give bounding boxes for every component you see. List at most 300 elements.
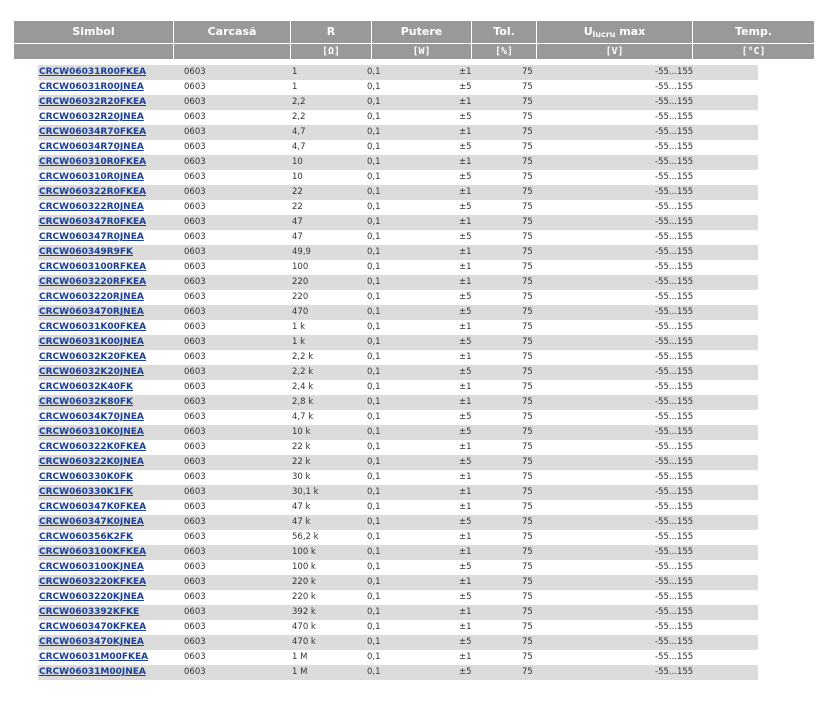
cell-resistance: 47 — [292, 217, 303, 227]
cell-resistance: 1 k — [292, 322, 306, 332]
cell-putere: 0,1 — [367, 442, 381, 452]
cell-carcasa: 0603 — [184, 202, 206, 212]
table-row — [38, 350, 758, 365]
cell-resistance: 1 M — [292, 652, 308, 662]
cell-temperature: -55...155 — [655, 592, 694, 602]
cell-resistance: 30 k — [292, 472, 311, 482]
cell-temperature: -55...155 — [655, 577, 694, 587]
symbol-link[interactable]: CRCW06032K80FK — [39, 397, 133, 407]
unit-r: [Ω] — [291, 44, 372, 59]
symbol-link[interactable]: CRCW0603100KJNEA — [39, 562, 144, 572]
cell-putere: 0,1 — [367, 367, 381, 377]
symbol-link[interactable]: CRCW06031R00JNEA — [39, 82, 144, 92]
cell-tolerance: ±1 — [459, 217, 472, 227]
cell-tolerance: ±5 — [459, 592, 472, 602]
cell-tolerance: ±5 — [459, 412, 472, 422]
cell-putere: 0,1 — [367, 157, 381, 167]
cell-tolerance: ±5 — [459, 457, 472, 467]
cell-resistance: 4,7 k — [292, 412, 314, 422]
cell-carcasa: 0603 — [184, 82, 206, 92]
cell-carcasa: 0603 — [184, 412, 206, 422]
cell-carcasa: 0603 — [184, 217, 206, 227]
cell-carcasa: 0603 — [184, 337, 206, 347]
symbol-link[interactable]: CRCW06031K00FKEA — [39, 322, 147, 332]
cell-resistance: 47 k — [292, 517, 311, 527]
cell-voltage: 75 — [522, 337, 533, 347]
cell-temperature: -55...155 — [655, 382, 694, 392]
cell-putere: 0,1 — [367, 247, 381, 257]
cell-temperature: -55...155 — [655, 487, 694, 497]
symbol-link[interactable]: CRCW060310K0JNEA — [39, 427, 144, 437]
cell-resistance: 47 — [292, 232, 303, 242]
cell-temperature: -55...155 — [655, 262, 694, 272]
cell-putere: 0,1 — [367, 322, 381, 332]
cell-temperature: -55...155 — [655, 172, 694, 182]
cell-putere: 0,1 — [367, 82, 381, 92]
symbol-link[interactable]: CRCW060322K0FKEA — [39, 442, 147, 452]
cell-resistance: 22 k — [292, 457, 311, 467]
cell-voltage: 75 — [522, 367, 533, 377]
cell-voltage: 75 — [522, 157, 533, 167]
symbol-link[interactable]: CRCW0603470KJNEA — [39, 637, 144, 647]
table-header — [14, 21, 814, 43]
symbol-link[interactable]: CRCW0603220RFKEA — [39, 277, 147, 287]
cell-tolerance: ±1 — [459, 547, 472, 557]
cell-resistance: 1 — [292, 67, 298, 77]
symbol-link[interactable]: CRCW060356K2FK — [39, 532, 133, 542]
cell-voltage: 75 — [522, 547, 533, 557]
cell-carcasa: 0603 — [184, 592, 206, 602]
cell-resistance: 10 k — [292, 427, 311, 437]
cell-putere: 0,1 — [367, 652, 381, 662]
cell-tolerance: ±5 — [459, 337, 472, 347]
cell-resistance: 392 k — [292, 607, 316, 617]
cell-resistance: 100 k — [292, 547, 316, 557]
cell-resistance: 22 — [292, 202, 303, 212]
table-row — [38, 485, 758, 500]
table-row — [38, 590, 758, 605]
cell-voltage: 75 — [522, 262, 533, 272]
unit-temp: [°C] — [741, 46, 766, 57]
cell-temperature: -55...155 — [655, 517, 694, 527]
cell-putere: 0,1 — [367, 547, 381, 557]
cell-voltage: 75 — [522, 217, 533, 227]
cell-resistance: 10 — [292, 157, 303, 167]
header-carcasa[interactable]: Carcasă — [174, 21, 291, 43]
cell-carcasa: 0603 — [184, 367, 206, 377]
cell-voltage: 75 — [522, 112, 533, 122]
cell-voltage: 75 — [522, 637, 533, 647]
cell-carcasa: 0603 — [184, 637, 206, 647]
cell-resistance: 470 — [292, 307, 309, 317]
cell-putere: 0,1 — [367, 427, 381, 437]
cell-voltage: 75 — [522, 352, 533, 362]
unit-ulucru: [V] — [537, 44, 693, 59]
cell-putere: 0,1 — [367, 607, 381, 617]
cell-carcasa: 0603 — [184, 292, 206, 302]
cell-temperature: -55...155 — [655, 472, 694, 482]
symbol-link[interactable]: CRCW0603392KFKE — [39, 607, 140, 617]
cell-resistance: 220 — [292, 277, 309, 287]
symbol-link[interactable]: CRCW060310R0FKEA — [39, 157, 147, 167]
symbol-link[interactable]: CRCW06031R00FKEA — [39, 67, 147, 77]
unit-tol: [%] — [472, 44, 537, 59]
cell-putere: 0,1 — [367, 187, 381, 197]
cell-carcasa: 0603 — [184, 607, 206, 617]
cell-voltage: 75 — [522, 142, 533, 152]
symbol-link[interactable]: CRCW06031M00JNEA — [39, 667, 146, 677]
table-row — [38, 230, 758, 245]
cell-carcasa: 0603 — [184, 547, 206, 557]
cell-carcasa: 0603 — [184, 322, 206, 332]
cell-tolerance: ±1 — [459, 322, 472, 332]
cell-voltage: 75 — [522, 652, 533, 662]
table-row — [38, 200, 758, 215]
table-row — [38, 185, 758, 200]
symbol-link[interactable]: CRCW06034K70JNEA — [39, 412, 144, 422]
cell-tolerance: ±1 — [459, 157, 472, 167]
cell-resistance: 2,4 k — [292, 382, 314, 392]
symbol-link[interactable]: CRCW06031M00FKEA — [39, 652, 149, 662]
symbol-link[interactable]: CRCW060330K0FK — [39, 472, 133, 482]
table-row — [38, 110, 758, 125]
cell-temperature: -55...155 — [655, 532, 694, 542]
table-row — [38, 245, 758, 260]
cell-putere: 0,1 — [367, 487, 381, 497]
cell-temperature: -55...155 — [655, 622, 694, 632]
cell-tolerance: ±5 — [459, 172, 472, 182]
header-temp[interactable]: Temp. — [734, 25, 773, 38]
cell-carcasa: 0603 — [184, 157, 206, 167]
cell-putere: 0,1 — [367, 637, 381, 647]
cell-voltage: 75 — [522, 592, 533, 602]
cell-putere: 0,1 — [367, 412, 381, 422]
cell-carcasa: 0603 — [184, 187, 206, 197]
cell-voltage: 75 — [522, 442, 533, 452]
symbol-link[interactable]: CRCW06034R70FKEA — [39, 127, 147, 137]
header-simbol[interactable]: Simbol — [14, 21, 174, 43]
cell-tolerance: ±1 — [459, 67, 472, 77]
symbol-link[interactable]: CRCW060347R0JNEA — [39, 232, 144, 242]
table-row — [38, 125, 758, 140]
cell-resistance: 1 M — [292, 667, 308, 677]
cell-voltage: 75 — [522, 517, 533, 527]
cell-resistance: 470 k — [292, 622, 316, 632]
symbol-link[interactable]: CRCW060347R0FKEA — [39, 217, 147, 227]
cell-putere: 0,1 — [367, 517, 381, 527]
cell-putere: 0,1 — [367, 562, 381, 572]
header-tol[interactable]: Tol. — [472, 21, 537, 43]
cell-tolerance: ±1 — [459, 442, 472, 452]
cell-putere: 0,1 — [367, 457, 381, 467]
cell-putere: 0,1 — [367, 592, 381, 602]
cell-resistance: 100 — [292, 262, 309, 272]
cell-voltage: 75 — [522, 127, 533, 137]
cell-putere: 0,1 — [367, 202, 381, 212]
cell-temperature: -55...155 — [655, 352, 694, 362]
cell-voltage: 75 — [522, 607, 533, 617]
cell-temperature: -55...155 — [655, 667, 694, 677]
cell-temperature: -55...155 — [655, 292, 694, 302]
cell-temperature: -55...155 — [655, 607, 694, 617]
symbol-link[interactable]: CRCW06032R20FKEA — [39, 97, 147, 107]
cell-voltage: 75 — [522, 202, 533, 212]
table-row — [38, 275, 758, 290]
table-row — [38, 410, 758, 425]
cell-putere: 0,1 — [367, 577, 381, 587]
symbol-link[interactable]: CRCW0603220KJNEA — [39, 592, 144, 602]
cell-putere: 0,1 — [367, 337, 381, 347]
cell-tolerance: ±1 — [459, 577, 472, 587]
cell-carcasa: 0603 — [184, 562, 206, 572]
cell-resistance: 2,2 k — [292, 367, 314, 377]
cell-tolerance: ±1 — [459, 487, 472, 497]
cell-tolerance: ±5 — [459, 367, 472, 377]
cell-voltage: 75 — [522, 277, 533, 287]
cell-tolerance: ±1 — [459, 652, 472, 662]
cell-tolerance: ±5 — [459, 292, 472, 302]
cell-tolerance: ±5 — [459, 142, 472, 152]
table-row — [38, 170, 758, 185]
cell-temperature: -55...155 — [655, 187, 694, 197]
cell-carcasa: 0603 — [184, 97, 206, 107]
symbol-link[interactable]: CRCW060347K0FKEA — [39, 502, 147, 512]
table-row — [38, 665, 758, 680]
cell-voltage: 75 — [522, 292, 533, 302]
cell-carcasa: 0603 — [184, 532, 206, 542]
cell-tolerance: ±1 — [459, 277, 472, 287]
symbol-link[interactable]: CRCW0603220KFKEA — [39, 577, 147, 587]
cell-voltage: 75 — [522, 97, 533, 107]
cell-tolerance: ±5 — [459, 427, 472, 437]
cell-voltage: 75 — [522, 472, 533, 482]
symbol-link[interactable]: CRCW0603220RJNEA — [39, 292, 144, 302]
unit-putere: [W] — [372, 44, 472, 59]
symbol-link[interactable]: CRCW06031K00JNEA — [39, 337, 144, 347]
cell-voltage: 75 — [522, 322, 533, 332]
table-row — [38, 500, 758, 515]
table-row — [38, 365, 758, 380]
table-units-header — [14, 44, 814, 59]
symbol-link[interactable]: CRCW060347K0JNEA — [39, 517, 144, 527]
cell-temperature: -55...155 — [655, 247, 694, 257]
cell-tolerance: ±1 — [459, 127, 472, 137]
symbol-link[interactable]: CRCW0603100KFKEA — [39, 547, 147, 557]
symbol-link[interactable]: CRCW06032R20JNEA — [39, 112, 144, 122]
cell-voltage: 75 — [522, 577, 533, 587]
table-row — [38, 470, 758, 485]
cell-carcasa: 0603 — [184, 487, 206, 497]
cell-tolerance: ±5 — [459, 307, 472, 317]
table-row — [38, 575, 758, 590]
cell-resistance: 56,2 k — [292, 532, 319, 542]
symbol-link[interactable]: CRCW06032K40FK — [39, 382, 133, 392]
cell-resistance: 22 — [292, 187, 303, 197]
cell-putere: 0,1 — [367, 667, 381, 677]
cell-temperature: -55...155 — [655, 97, 694, 107]
cell-putere: 0,1 — [367, 232, 381, 242]
cell-temperature: -55...155 — [655, 547, 694, 557]
cell-carcasa: 0603 — [184, 457, 206, 467]
cell-temperature: -55...155 — [655, 202, 694, 212]
symbol-link[interactable]: CRCW060322R0JNEA — [39, 202, 144, 212]
cell-resistance: 2,2 k — [292, 352, 314, 362]
cell-temperature: -55...155 — [655, 562, 694, 572]
table-row — [38, 290, 758, 305]
table-row — [38, 635, 758, 650]
header-ulucru-suffix: max — [615, 25, 646, 38]
cell-voltage: 75 — [522, 502, 533, 512]
table-row — [38, 455, 758, 470]
cell-voltage: 75 — [522, 457, 533, 467]
header-ulucru[interactable] — [537, 21, 693, 43]
cell-temperature: -55...155 — [655, 502, 694, 512]
cell-carcasa: 0603 — [184, 262, 206, 272]
cell-temperature: -55...155 — [655, 397, 694, 407]
cell-temperature: -55...155 — [655, 82, 694, 92]
cell-carcasa: 0603 — [184, 127, 206, 137]
cell-putere: 0,1 — [367, 292, 381, 302]
cell-putere: 0,1 — [367, 277, 381, 287]
cell-resistance: 47 k — [292, 502, 311, 512]
cell-resistance: 10 — [292, 172, 303, 182]
symbol-link[interactable]: CRCW060330K1FK — [39, 487, 133, 497]
cell-putere: 0,1 — [367, 622, 381, 632]
table-row — [38, 380, 758, 395]
cell-putere: 0,1 — [367, 67, 381, 77]
cell-carcasa: 0603 — [184, 652, 206, 662]
cell-resistance: 2,2 — [292, 97, 306, 107]
header-r[interactable]: R — [291, 21, 372, 43]
header-ulucru-main: U — [583, 25, 593, 38]
cell-carcasa: 0603 — [184, 67, 206, 77]
cell-voltage: 75 — [522, 172, 533, 182]
cell-tolerance: ±5 — [459, 562, 472, 572]
table-row — [38, 395, 758, 410]
table-row — [38, 545, 758, 560]
cell-tolerance: ±5 — [459, 517, 472, 527]
cell-voltage: 75 — [522, 382, 533, 392]
symbol-link[interactable]: CRCW06032K20FKEA — [39, 352, 147, 362]
cell-tolerance: ±1 — [459, 262, 472, 272]
table-row — [38, 650, 758, 665]
cell-carcasa: 0603 — [184, 172, 206, 182]
cell-putere: 0,1 — [367, 307, 381, 317]
cell-temperature: -55...155 — [655, 277, 694, 287]
cell-voltage: 75 — [522, 82, 533, 92]
unit-simbol — [14, 44, 174, 59]
cell-carcasa: 0603 — [184, 622, 206, 632]
symbol-link[interactable]: CRCW06032K20JNEA — [39, 367, 144, 377]
unit-carcasa — [174, 44, 291, 59]
cell-voltage: 75 — [522, 307, 533, 317]
cell-temperature: -55...155 — [655, 67, 694, 77]
table-row — [38, 605, 758, 620]
symbol-link[interactable]: CRCW0603470RJNEA — [39, 307, 144, 317]
cell-tolerance: ±1 — [459, 97, 472, 107]
header-putere[interactable]: Putere — [372, 21, 472, 43]
cell-putere: 0,1 — [367, 97, 381, 107]
cell-carcasa: 0603 — [184, 112, 206, 122]
cell-resistance: 30,1 k — [292, 487, 319, 497]
cell-tolerance: ±5 — [459, 637, 472, 647]
cell-tolerance: ±1 — [459, 397, 472, 407]
cell-voltage: 75 — [522, 532, 533, 542]
cell-carcasa: 0603 — [184, 247, 206, 257]
cell-resistance: 2,2 — [292, 112, 306, 122]
symbol-link[interactable]: CRCW060322R0FKEA — [39, 187, 147, 197]
cell-carcasa: 0603 — [184, 502, 206, 512]
cell-putere: 0,1 — [367, 172, 381, 182]
cell-resistance: 2,8 k — [292, 397, 314, 407]
cell-tolerance: ±5 — [459, 82, 472, 92]
cell-temperature: -55...155 — [655, 127, 694, 137]
cell-tolerance: ±1 — [459, 472, 472, 482]
cell-temperature: -55...155 — [655, 652, 694, 662]
cell-resistance: 49,9 — [292, 247, 311, 257]
cell-voltage: 75 — [522, 487, 533, 497]
cell-resistance: 220 — [292, 292, 309, 302]
cell-temperature: -55...155 — [655, 142, 694, 152]
cell-tolerance: ±1 — [459, 352, 472, 362]
cell-resistance: 4,7 — [292, 127, 306, 137]
table-row — [38, 515, 758, 530]
cell-carcasa: 0603 — [184, 517, 206, 527]
table-row — [38, 140, 758, 155]
cell-carcasa: 0603 — [184, 277, 206, 287]
cell-carcasa: 0603 — [184, 472, 206, 482]
table-row — [38, 620, 758, 635]
table-row — [38, 260, 758, 275]
cell-putere: 0,1 — [367, 397, 381, 407]
cell-resistance: 220 k — [292, 577, 316, 587]
symbol-link[interactable]: CRCW0603100RFKEA — [39, 262, 147, 272]
cell-resistance: 220 k — [292, 592, 316, 602]
cell-carcasa: 0603 — [184, 352, 206, 362]
header-ulucru-sub: lucru — [592, 30, 616, 39]
cell-tolerance: ±1 — [459, 532, 472, 542]
cell-putere: 0,1 — [367, 142, 381, 152]
cell-putere: 0,1 — [367, 352, 381, 362]
table-row — [38, 215, 758, 230]
cell-resistance: 4,7 — [292, 142, 306, 152]
symbol-link[interactable]: CRCW060349R9FK — [39, 247, 133, 257]
cell-temperature: -55...155 — [655, 307, 694, 317]
cell-tolerance: ±5 — [459, 202, 472, 212]
cell-carcasa: 0603 — [184, 667, 206, 677]
cell-temperature: -55...155 — [655, 157, 694, 167]
cell-carcasa: 0603 — [184, 427, 206, 437]
symbol-link[interactable]: CRCW06034R70JNEA — [39, 142, 144, 152]
cell-putere: 0,1 — [367, 112, 381, 122]
cell-voltage: 75 — [522, 562, 533, 572]
table-row — [38, 560, 758, 575]
cell-temperature: -55...155 — [655, 457, 694, 467]
symbol-link[interactable]: CRCW060322K0JNEA — [39, 457, 144, 467]
cell-resistance: 100 k — [292, 562, 316, 572]
cell-voltage: 75 — [522, 67, 533, 77]
cell-putere: 0,1 — [367, 127, 381, 137]
symbol-link[interactable]: CRCW060310R0JNEA — [39, 172, 144, 182]
cell-temperature: -55...155 — [655, 427, 694, 437]
cell-carcasa: 0603 — [184, 142, 206, 152]
cell-tolerance: ±1 — [459, 382, 472, 392]
symbol-link[interactable]: CRCW0603470KFKEA — [39, 622, 147, 632]
table-row — [38, 440, 758, 455]
cell-carcasa: 0603 — [184, 382, 206, 392]
table-row — [38, 530, 758, 545]
cell-voltage: 75 — [522, 412, 533, 422]
